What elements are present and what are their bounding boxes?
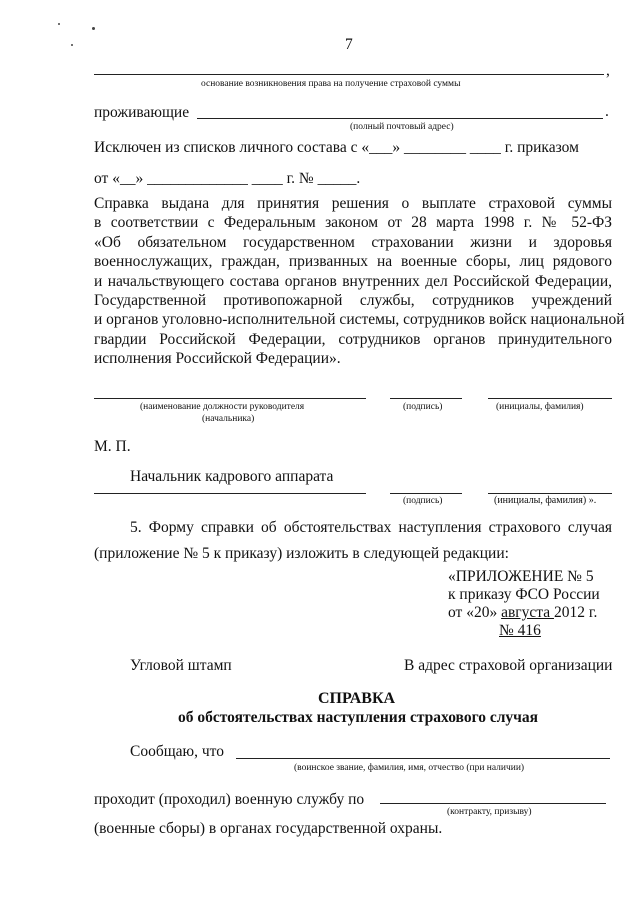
item5-paragraph: [94, 515, 612, 567]
paragraph-line: исполнения Российской Федерации».: [94, 350, 341, 368]
position-caption: (наименование должности руководителя: [140, 402, 305, 412]
stamp-place-label: М. П.: [94, 438, 131, 455]
service-line-2: (военные сборы) в органах государственной охраны.: [94, 820, 443, 837]
basis-line: [94, 74, 604, 75]
document-subtitle: об обстоятельствах наступления страхового случая: [178, 709, 539, 726]
item5-line-1: 5. Форму справки об обстоятельствах наступления страхового случая: [130, 519, 612, 536]
paragraph-line: гвардии Российской Федерации, сотрудников органов принудительного: [94, 330, 612, 348]
scan-speck: [71, 44, 73, 46]
appendix-date-year: 2012 г.: [553, 604, 598, 621]
page-number: 7: [345, 36, 353, 53]
scan-speck: [92, 27, 95, 30]
report-caption: (воинское звание, фамилия, имя, отчество (при наличии): [294, 763, 525, 773]
residing-trailing-dot: .: [605, 103, 609, 120]
service-label: проходит (проходил) военную службу по: [94, 791, 365, 808]
paragraph-line: Справка выдана для принятия решения о выплате страховой суммы: [94, 195, 612, 212]
paragraph-line: Государственной противопожарной службы, сотрудников учреждений: [94, 292, 612, 310]
certificate-paragraph: [94, 194, 625, 369]
hr-name-line: [488, 493, 612, 494]
hr-head-label: Начальник кадрового аппарата: [130, 468, 334, 485]
hr-name-caption: (инициалы, фамилия) ».: [494, 495, 597, 506]
scan-speck: [58, 23, 60, 25]
appendix-line-3: [448, 604, 597, 622]
appendix-line-2: к приказу ФСО России: [448, 586, 600, 603]
hr-signature-line: [390, 493, 462, 494]
corner-stamp-label: Угловой штамп: [130, 657, 232, 674]
service-line: [380, 803, 606, 804]
paragraph-line: и органов уголовно-исполнительной системы, сотрудников войск национальной: [94, 311, 625, 329]
residing-caption: (полный почтовый адрес): [350, 122, 454, 132]
addressee-label: В адрес страховой организации: [404, 657, 613, 674]
document-title: СПРАВКА: [318, 690, 396, 707]
basis-trailing-comma: ,: [606, 62, 610, 79]
paragraph-line: военнослужащих, граждан, призванных на военные сборы, лиц рядового: [94, 253, 612, 271]
excluded-line-2: от «__» _____________ ____ г. № _____.: [94, 170, 361, 187]
paragraph-line: в соответствии с Федеральным законом от 28 марта 1998 г. № 52-ФЗ: [94, 214, 612, 232]
item5-line-2: (приложение № 5 к приказу) изложить в следующей редакции:: [94, 545, 509, 562]
signature-line: [390, 398, 462, 399]
residing-label: проживающие: [94, 104, 190, 121]
residing-line: [197, 118, 603, 119]
report-line: [236, 758, 610, 759]
position-caption-2: (начальника): [202, 414, 255, 424]
name-line: [488, 398, 612, 399]
service-caption: (контракту, призыву): [447, 807, 532, 817]
hr-signature-caption: (подпись): [403, 496, 443, 506]
hr-position-line: [94, 493, 366, 494]
position-line: [94, 398, 366, 399]
appendix-date-prefix: от «20»: [448, 604, 502, 621]
appendix-number: № 416: [499, 622, 541, 639]
name-caption: (инициалы, фамилия): [496, 402, 584, 412]
signature-caption: (подпись): [403, 402, 443, 412]
report-label: Сообщаю, что: [130, 743, 224, 760]
paragraph-line: «Об обязательном государственном страховании жизни и здоровья: [94, 233, 612, 251]
excluded-line-1: Исключен из списков личного состава с «___» ________ ____ г. приказом: [94, 139, 579, 156]
appendix-line-1: «ПРИЛОЖЕНИЕ № 5: [448, 568, 594, 585]
appendix-date-month: августа: [501, 604, 554, 621]
basis-caption: основание возникновения права на получение страховой суммы: [201, 79, 461, 89]
paragraph-line: и начальствующего состава органов внутренних дел Российской Федерации,: [94, 272, 612, 290]
